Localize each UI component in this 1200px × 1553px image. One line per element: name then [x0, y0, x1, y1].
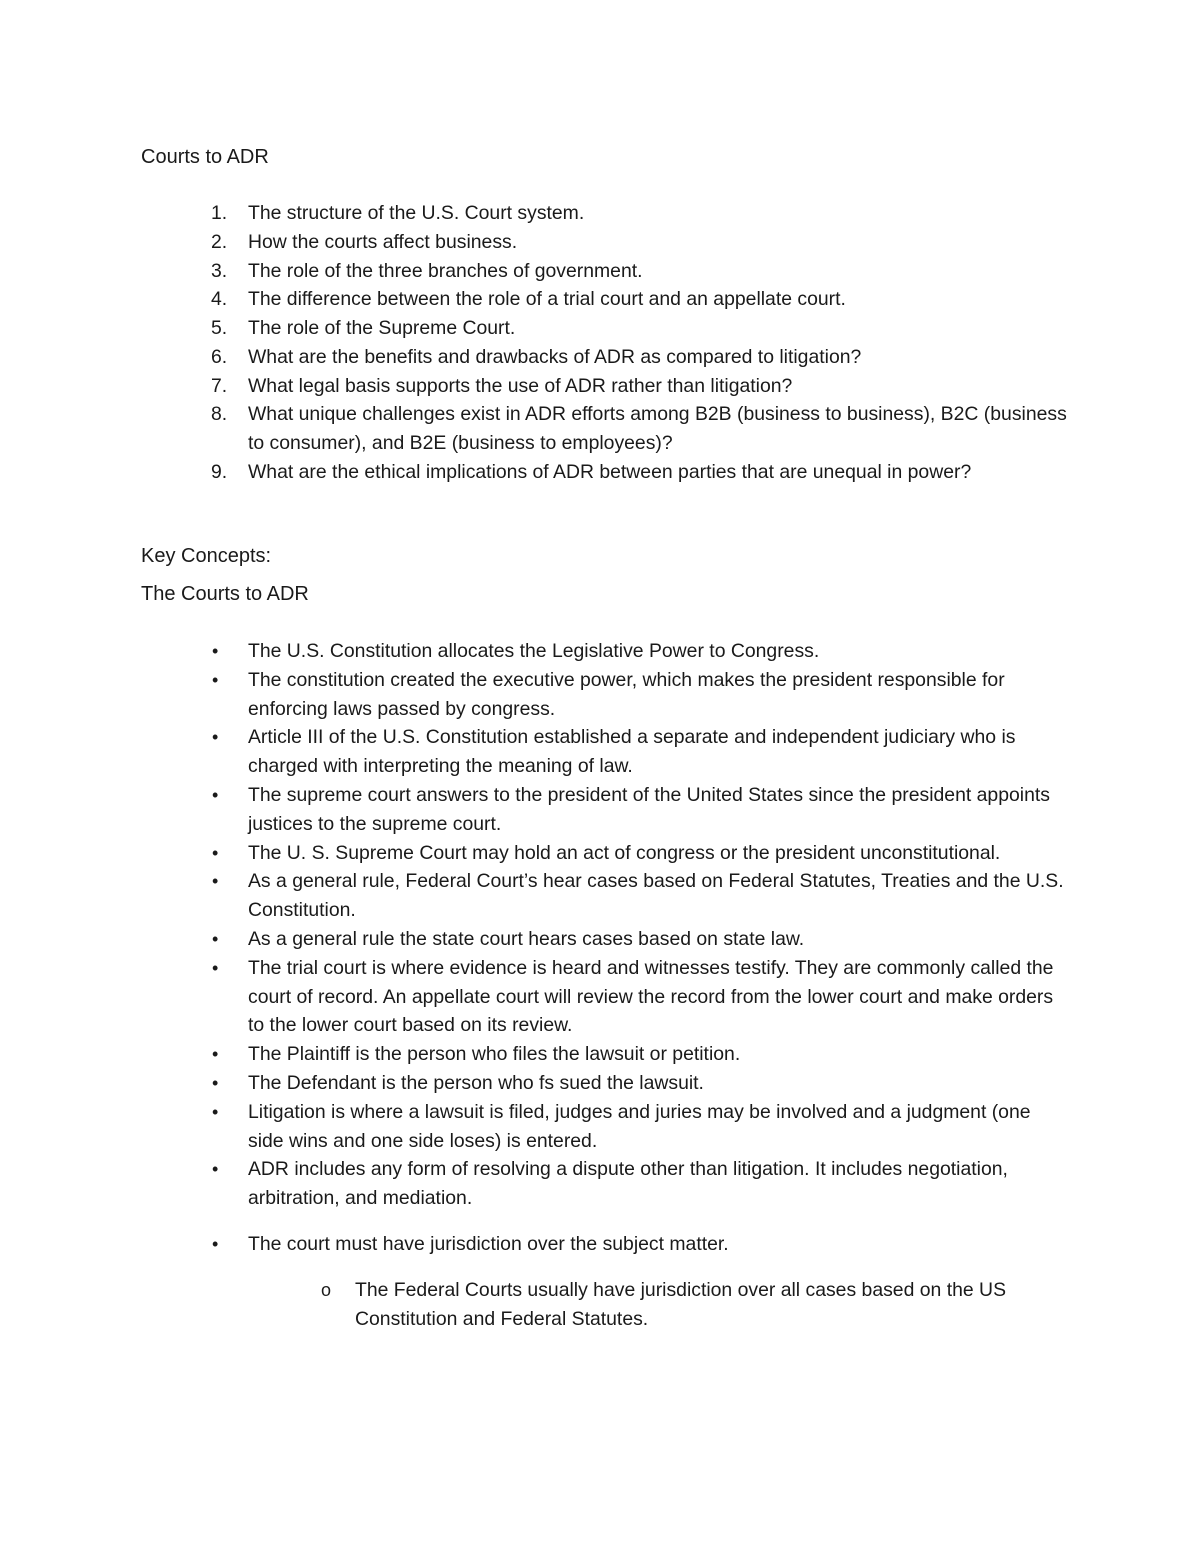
list-item	[141, 400, 1071, 458]
list-number: 1.	[211, 202, 228, 224]
list-item-text: The role of the three branches of government.	[248, 259, 643, 282]
bullet-icon: •	[212, 1044, 219, 1065]
bullet-text: As a general rule the state court hears cases based on state law.	[248, 927, 805, 950]
bullet-text: The Plaintiff is the person who files the lawsuit or petition.	[248, 1043, 741, 1066]
sub-bullet-item	[248, 1276, 1071, 1334]
list-item	[141, 257, 1071, 286]
list-item	[141, 458, 1071, 487]
bullet-item	[141, 954, 1071, 1040]
list-item-text: What legal basis supports the use of ADR rather than litigation?	[248, 374, 793, 397]
bullet-text: The U.S. Constitution allocates the Legislative Power to Congress.	[248, 640, 820, 662]
bullet-item	[141, 666, 1071, 724]
list-number: 2.	[211, 230, 228, 253]
bullet-text: The trial court is where evidence is heard and witnesses testify. They are commonly called the court of record. An appellate court will review the record from the lower court and make orders to the lower court based on its review.	[248, 956, 1054, 1037]
bullet-icon: •	[212, 1072, 219, 1093]
sub-bullet-list	[248, 1276, 1071, 1334]
list-number: 5.	[211, 317, 228, 339]
list-item-text: The role of the Supreme Court.	[248, 317, 516, 339]
sub-bullet-text: The Federal Courts usually have jurisdiction over all cases based on the US Constitution and Federal Statutes.	[355, 1278, 1006, 1330]
bullet-text: Article III of the U.S. Constitution established a separate and independent judiciary who is charged with interpreting the meaning of law.	[248, 726, 1016, 778]
bullet-text: The Defendant is the person who fs sued the lawsuit.	[248, 1071, 704, 1094]
list-number: 6.	[211, 345, 228, 368]
bullet-item	[141, 925, 1071, 954]
list-number: 3.	[211, 259, 228, 282]
list-item-text: What unique challenges exist in ADR efforts among B2B (business to business), B2C (business to consumer), and B2E (business to employees)?	[248, 403, 1067, 454]
bullet-text: The U. S. Supreme Court may hold an act of congress or the president unconstitutional.	[248, 841, 1001, 864]
key-concepts-heading: Key Concepts:	[141, 545, 272, 567]
bullet-icon: •	[212, 842, 219, 863]
bullet-item	[141, 867, 1071, 925]
bullet-item	[141, 637, 1071, 666]
list-item	[141, 199, 1071, 228]
bullet-icon: •	[212, 928, 219, 949]
bullet-text: As a general rule, Federal Court’s hear cases based on Federal Statutes, Treaties and the U.S. Constitution.	[248, 870, 1064, 922]
list-item-text: The structure of the U.S. Court system.	[248, 202, 585, 224]
list-item	[141, 285, 1071, 314]
bullet-item	[141, 781, 1071, 839]
list-item	[141, 228, 1071, 257]
list-number: 9.	[211, 460, 228, 483]
bullet-item	[141, 1069, 1071, 1098]
list-item-text: What are the ethical implications of ADR between parties that are unequal in power?	[248, 460, 972, 483]
bullet-item	[141, 1230, 1071, 1334]
bullet-item	[141, 839, 1071, 868]
bullet-icon: •	[212, 1101, 219, 1122]
list-item	[141, 314, 1071, 343]
list-number: 4.	[211, 288, 228, 311]
bullet-icon: •	[212, 727, 219, 748]
list-item	[141, 372, 1071, 401]
bullet-item	[141, 1155, 1071, 1213]
list-item	[141, 343, 1071, 372]
bullet-text: The supreme court answers to the president of the United States since the president appoints justices to the supreme court.	[248, 783, 1050, 835]
bullet-icon: •	[212, 1233, 219, 1254]
list-item-text: The difference between the role of a trial court and an appellate court.	[248, 288, 846, 311]
sub-bullet-icon: o	[321, 1279, 332, 1300]
bullet-icon: •	[212, 784, 219, 805]
concepts-list	[141, 637, 1071, 1334]
list-number: 8.	[211, 403, 228, 426]
list-number: 7.	[211, 374, 228, 397]
bullet-item	[141, 1040, 1071, 1069]
questions-list	[141, 199, 1071, 487]
bullet-icon: •	[212, 641, 219, 661]
bullet-item	[141, 723, 1071, 781]
document-title: Courts to ADR	[141, 146, 269, 168]
list-item-text: How the courts affect business.	[248, 230, 518, 253]
bullet-icon: •	[212, 957, 219, 978]
bullet-icon: •	[212, 1159, 219, 1180]
bullet-icon: •	[212, 669, 219, 690]
key-concepts-subheading: The Courts to ADR	[141, 583, 309, 605]
bullet-text: ADR includes any form of resolving a dispute other than litigation. It includes negotiation, arbitration, and mediation.	[248, 1158, 1008, 1210]
list-item-text: What are the benefits and drawbacks of ADR as compared to litigation?	[248, 345, 862, 368]
bullet-item	[141, 1098, 1071, 1156]
bullet-icon: •	[212, 871, 219, 892]
bullet-text: The constitution created the executive power, which makes the president responsible for enforcing laws passed by congress.	[248, 668, 1005, 720]
bullet-text: Litigation is where a lawsuit is filed, judges and juries may be involved and a judgment (one side wins and one side loses) is entered.	[248, 1100, 1031, 1152]
bullet-text: The court must have jurisdiction over the subject matter.	[248, 1232, 729, 1255]
